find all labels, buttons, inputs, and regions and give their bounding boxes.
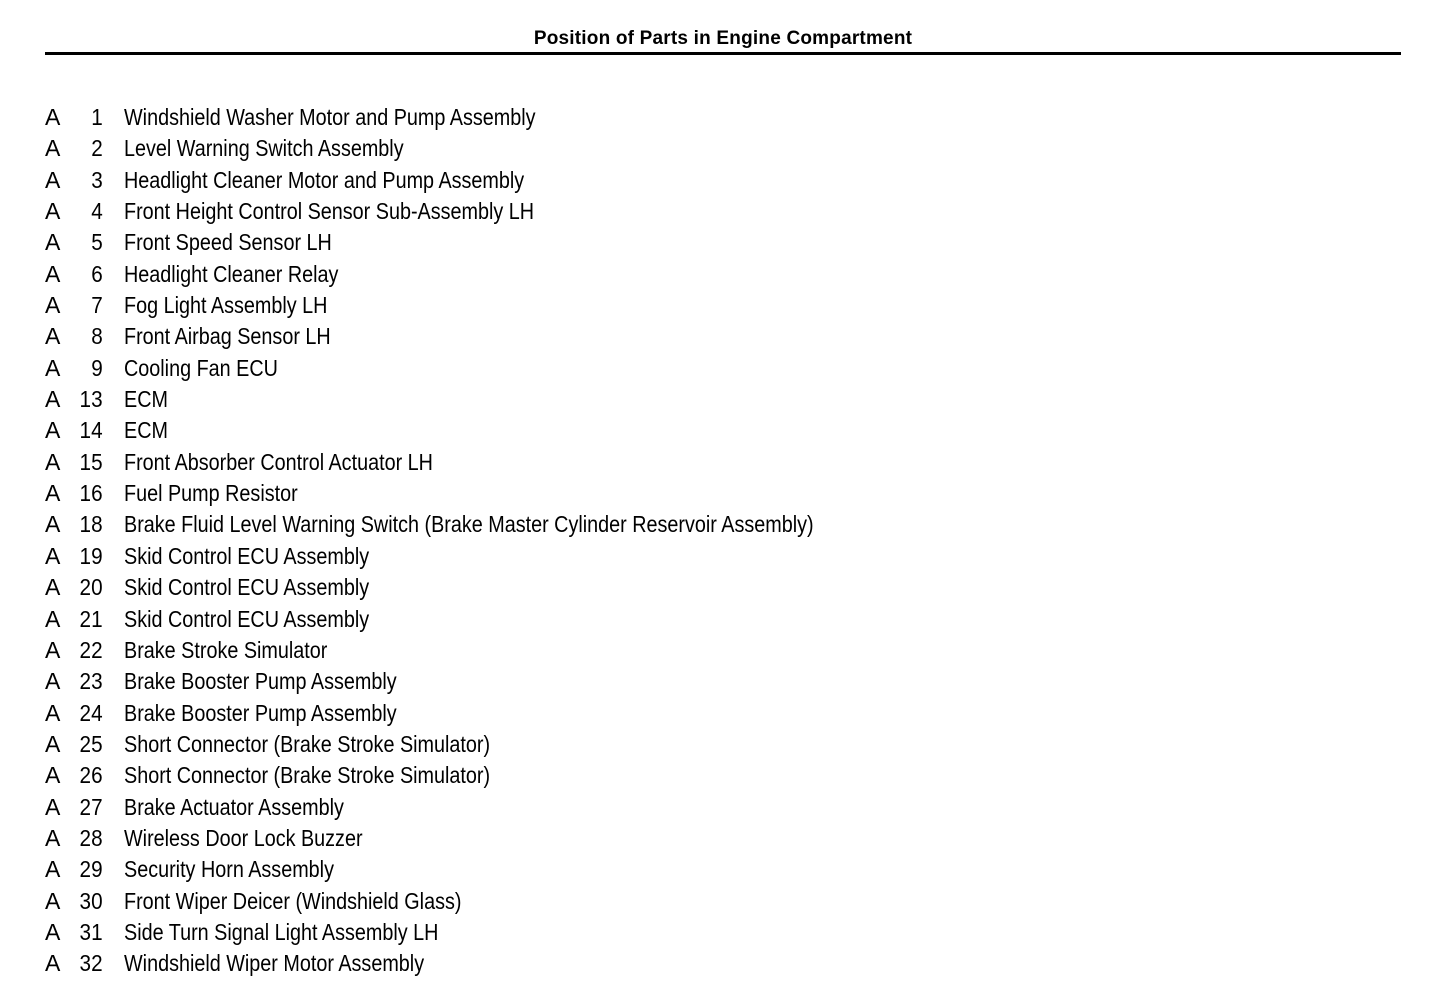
part-number-cell [63, 290, 103, 321]
part-number-cell [63, 854, 103, 885]
part-number-cell [63, 509, 103, 540]
part-code: A [45, 135, 61, 162]
part-number-cell [63, 259, 103, 290]
part-code: A [45, 730, 61, 757]
part-number-cell [63, 447, 103, 478]
list-item [45, 415, 1245, 446]
part-code: A [45, 229, 61, 256]
part-number-cell [63, 729, 103, 760]
part-number-cell [63, 635, 103, 666]
part-code: A [45, 950, 61, 977]
part-code: A [45, 198, 61, 225]
part-name: ECM [124, 386, 168, 413]
part-name: Skid Control ECU Assembly [124, 542, 370, 569]
list-item [45, 698, 1245, 729]
part-number-cell [63, 133, 103, 164]
part-number-cell [63, 541, 103, 572]
list-item [45, 666, 1245, 697]
list-item [45, 384, 1245, 415]
part-number: 24 [79, 699, 103, 726]
part-name: Side Turn Signal Light Assembly LH [124, 918, 439, 945]
part-number: 4 [91, 198, 103, 225]
part-code: A [45, 386, 61, 413]
part-code: A [45, 699, 61, 726]
part-name: Brake Fluid Level Warning Switch (Brake Master Cylinder Reservoir Assembly) [124, 511, 814, 538]
list-item [45, 760, 1245, 791]
list-item [45, 165, 1245, 196]
part-code: A [45, 918, 61, 945]
part-number: 20 [79, 574, 103, 601]
list-item [45, 509, 1245, 540]
part-number-cell [63, 572, 103, 603]
part-number: 29 [79, 856, 103, 883]
list-item [45, 290, 1245, 321]
part-name: Headlight Cleaner Motor and Pump Assembly [124, 166, 525, 193]
part-number: 18 [79, 511, 103, 538]
part-number-cell [63, 917, 103, 948]
part-number: 21 [79, 605, 103, 632]
part-name: Cooling Fan ECU [124, 354, 278, 381]
part-number-cell [63, 227, 103, 258]
part-code: A [45, 480, 61, 507]
part-name: Brake Booster Pump Assembly [124, 668, 397, 695]
list-item [45, 353, 1245, 384]
part-number: 8 [91, 323, 103, 350]
part-name: Level Warning Switch Assembly [124, 135, 404, 162]
part-code: A [45, 354, 61, 381]
part-number-cell [63, 792, 103, 823]
part-number: 5 [91, 229, 103, 256]
part-number: 15 [79, 448, 103, 475]
part-number: 13 [79, 386, 103, 413]
part-number-cell [63, 823, 103, 854]
part-number: 6 [91, 260, 103, 287]
part-number: 2 [91, 135, 103, 162]
part-number: 19 [79, 542, 103, 569]
part-name: Windshield Wiper Motor Assembly [124, 950, 425, 977]
part-name: Front Height Control Sensor Sub-Assembly LH [124, 198, 535, 225]
part-code: A [45, 292, 61, 319]
part-number-cell [63, 478, 103, 509]
list-item [45, 854, 1245, 885]
part-number: 3 [91, 166, 103, 193]
part-code: A [45, 104, 61, 130]
part-number: 23 [79, 668, 103, 695]
list-item [45, 635, 1245, 666]
part-number-cell [63, 321, 103, 352]
part-code: A [45, 323, 61, 350]
title-divider [45, 52, 1401, 55]
part-code: A [45, 824, 61, 851]
list-item [45, 948, 1245, 979]
list-item [45, 917, 1245, 948]
part-number-cell [63, 102, 103, 133]
part-number-cell [63, 698, 103, 729]
part-name: Front Speed Sensor LH [124, 229, 332, 256]
part-number: 26 [79, 762, 103, 789]
part-name: Front Airbag Sensor LH [124, 323, 331, 350]
part-code: A [45, 166, 61, 193]
part-code: A [45, 668, 61, 695]
part-code: A [45, 793, 61, 820]
part-name: Skid Control ECU Assembly [124, 574, 370, 601]
part-code: A [45, 542, 61, 569]
part-code: A [45, 574, 61, 601]
part-number-cell [63, 886, 103, 917]
part-code: A [45, 887, 61, 914]
part-code: A [45, 856, 61, 883]
part-number: 1 [91, 104, 103, 130]
part-name: Brake Booster Pump Assembly [124, 699, 397, 726]
part-name: Windshield Washer Motor and Pump Assembly [124, 104, 536, 130]
part-number-cell [63, 604, 103, 635]
list-item [45, 541, 1245, 572]
part-code: A [45, 605, 61, 632]
part-name: ECM [124, 417, 168, 444]
part-code: A [45, 511, 61, 538]
part-name: Front Absorber Control Actuator LH [124, 448, 433, 475]
part-name: Short Connector (Brake Stroke Simulator) [124, 762, 491, 789]
list-item [45, 729, 1245, 760]
list-item [45, 102, 1245, 133]
part-name: Front Wiper Deicer (Windshield Glass) [124, 887, 462, 914]
list-item [45, 572, 1245, 603]
list-item [45, 792, 1245, 823]
list-item [45, 447, 1245, 478]
part-name: Skid Control ECU Assembly [124, 605, 370, 632]
list-item [45, 133, 1245, 164]
part-number: 28 [79, 824, 103, 851]
part-code: A [45, 417, 61, 444]
part-code: A [45, 636, 61, 663]
part-name: Fuel Pump Resistor [124, 480, 298, 507]
part-number-cell [63, 948, 103, 979]
part-number: 30 [79, 887, 103, 914]
list-item [45, 259, 1245, 290]
page-title: Position of Parts in Engine Compartment [533, 28, 913, 49]
part-number-cell [63, 196, 103, 227]
part-number-cell [63, 353, 103, 384]
part-name: Wireless Door Lock Buzzer [124, 824, 363, 851]
part-name: Brake Stroke Simulator [124, 636, 328, 663]
part-number-cell [63, 165, 103, 196]
part-code: A [45, 762, 61, 789]
part-number-cell [63, 415, 103, 446]
part-number: 9 [91, 354, 103, 381]
part-name: Headlight Cleaner Relay [124, 260, 339, 287]
part-number-cell [63, 666, 103, 697]
part-name: Fog Light Assembly LH [124, 292, 328, 319]
part-number-cell [63, 760, 103, 791]
list-item [45, 604, 1245, 635]
part-number: 7 [91, 292, 103, 319]
list-item [45, 886, 1245, 917]
list-item [45, 823, 1245, 854]
part-number: 16 [79, 480, 103, 507]
part-name: Short Connector (Brake Stroke Simulator) [124, 730, 491, 757]
part-number: 32 [79, 950, 103, 977]
part-number: 27 [79, 793, 103, 820]
list-item [45, 478, 1245, 509]
part-code: A [45, 448, 61, 475]
part-number: 14 [79, 417, 103, 444]
part-number: 22 [79, 636, 103, 663]
list-item [45, 321, 1245, 352]
list-item [45, 196, 1245, 227]
part-code: A [45, 260, 61, 287]
part-number: 31 [79, 918, 103, 945]
parts-list [45, 102, 1245, 980]
part-number-cell [63, 384, 103, 415]
part-name: Security Horn Assembly [124, 856, 334, 883]
list-item [45, 227, 1245, 258]
part-name: Brake Actuator Assembly [124, 793, 344, 820]
part-number: 25 [79, 730, 103, 757]
